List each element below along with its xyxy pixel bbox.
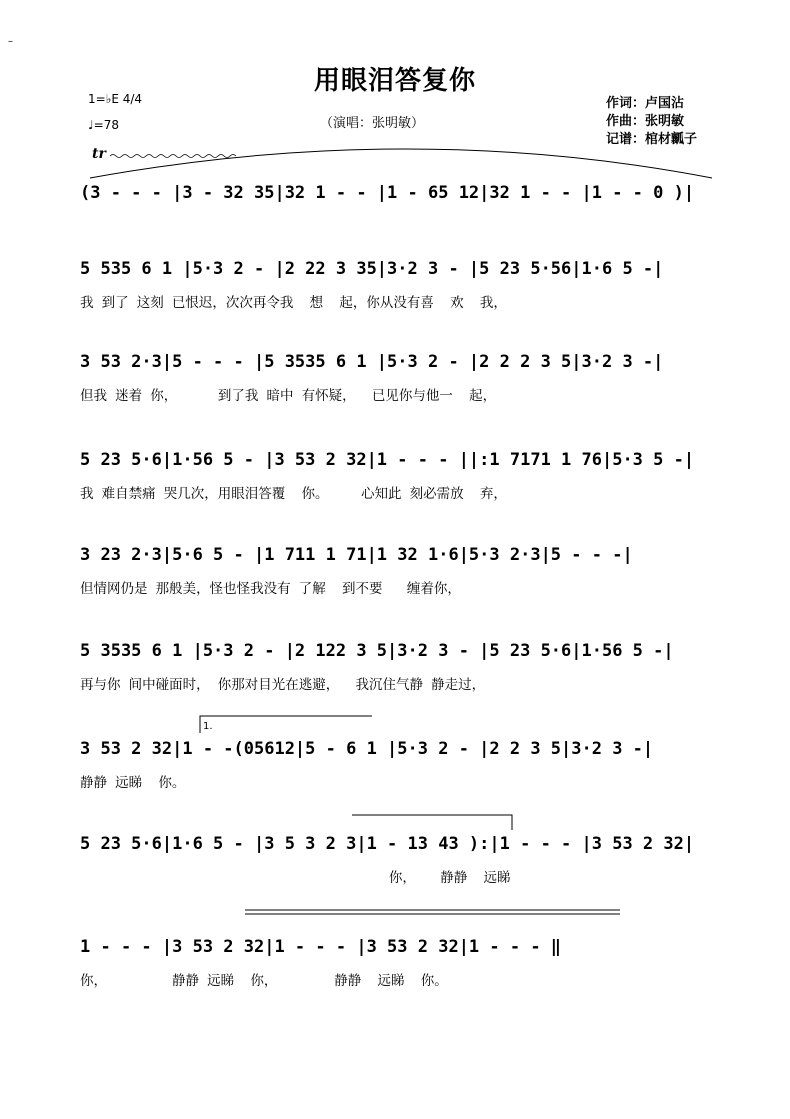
lyric-line-7: 静静 远睇 你。 [80,775,186,791]
corner-mark: – [8,36,13,47]
music-line-9: 1 - - - |3 53 2 32|1 - - - |3 53 2 32|1 - - - ‖ [80,937,562,957]
lyricist-credit: 作词：卢国沾 [606,96,685,111]
lyric-line-2: 我 到了 这刻 已恨迟，次次再令我 想 起，你从没有喜 欢 我， [80,295,507,311]
music-line-3: 3 53 2·3|5 - - - |5 3535 6 1 |5·3 2 - |2 2 2 3 5|3·2 3 -| [80,352,664,372]
music-line-2: 5 535 6 1 |5·3 2 - |2 22 3 35|3·2 3 - |5 23 5·56|1·6 5 -| [80,259,664,279]
trill-marking: tr [92,146,106,162]
lyric-line-3: 但我 迷着 你， 到了我 暗中 有怀疑， 已见你与他一 起， [80,388,497,404]
key-signature: 1=♭E 4/4 [88,92,143,106]
lyric-line-6: 再与你 间中碰面时， 你那对目光在逃避， 我沉住气静 静走过， [80,677,486,693]
volta-label: 1. [203,721,213,732]
singer-credit: （演唱：张明敏） [320,116,425,131]
music-line-4: 5 23 5·6|1·56 5 - |3 53 2 32|1 - - - ||:1 7171 1 76|5·3 5 -| [80,450,695,470]
lyric-line-5: 但情网仍是 那般美，怪也怪我没有 了解 到不要 缠着你， [80,581,461,597]
music-line-6: 5 3535 6 1 |5·3 2 - |2 122 3 5|3·2 3 - |5 23 5·6|1·56 5 -| [80,641,674,661]
music-line-7: 3 53 2 32|1 - -(05612|5 - 6 1 |5·3 2 - |2 2 3 5|3·2 3 -| [80,739,654,759]
tempo-marking: ♩=78 [88,118,119,132]
music-line-5: 3 23 2·3|5·6 5 - |1 711 1 71|1 32 1·6|5·3 2·3|5 - - -| [80,545,633,565]
lyric-line-4: 我 难自禁痛 哭几次，用眼泪答覆 你。 心知此 刻必需放 弃， [80,486,507,502]
music-line-8: 5 23 5·6|1·6 5 - |3 5 3 2 3|1 - 13 43 ):|1 - - - |3 53 2 32| [80,834,695,854]
lyric-line-8: 你， 静静 远睇 [80,870,511,886]
music-line-1: (3 - - - |3 - 32 35|32 1 - - |1 - 65 12|32 1 - - |1 - - 0 )| [80,183,695,203]
transcriber-credit: 记谱：棺材瓤子 [606,132,698,147]
composer-credit: 作曲：张明敏 [606,114,685,129]
song-title: 用眼泪答复你 [313,66,476,96]
lyric-line-9: 你， 静静 远睇 你， 静静 远睇 你。 [80,973,448,989]
